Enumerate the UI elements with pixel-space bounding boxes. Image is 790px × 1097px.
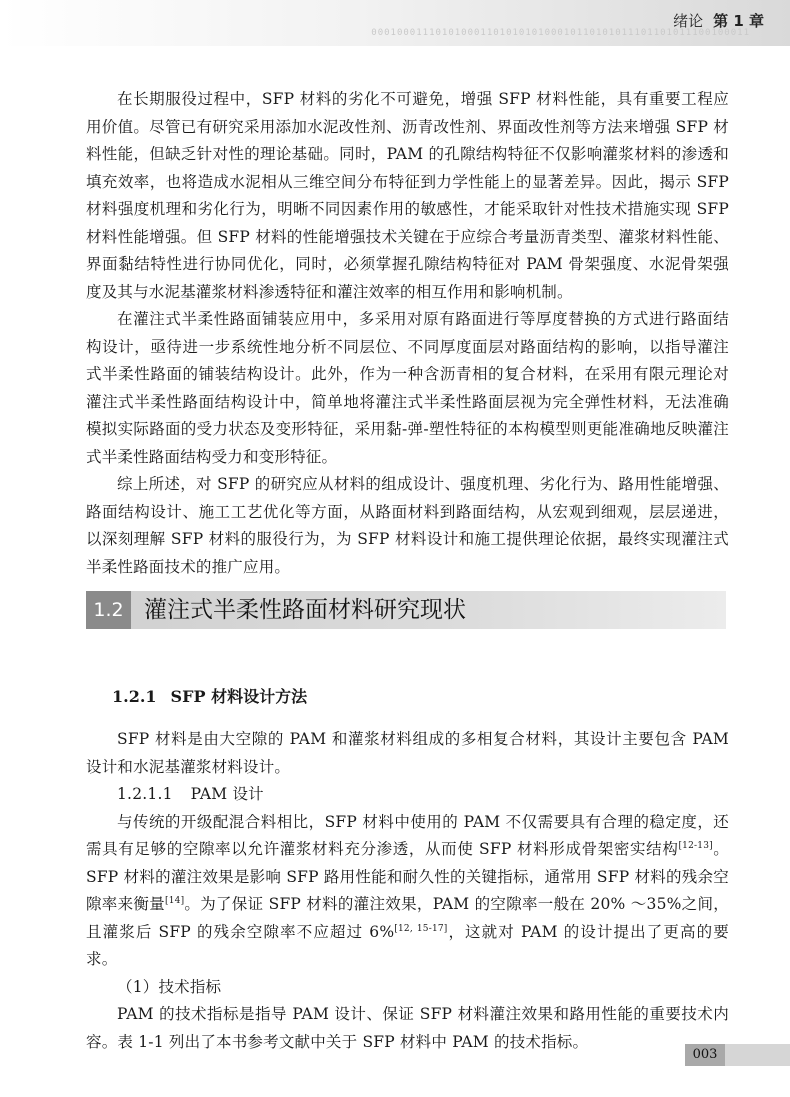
- subsubsection-title: PAM 设计: [190, 785, 264, 803]
- final-paragraph: PAM 的技术指标是指导 PAM 设计、保证 SFP 材料灌注效果和路用性能的重要技术内容。表 1-1 列出了本书参考文献中关于 SFP 材料中 PAM 的技术指标。: [86, 1005, 729, 1051]
- section-heading-bar: [86, 591, 726, 629]
- intro-text-block: [86, 86, 729, 581]
- citation-12-13: [12-13]: [678, 840, 713, 851]
- header-section-name: 绪论: [673, 12, 704, 30]
- citation-14: [14]: [165, 895, 185, 906]
- pam-text-3: 。为了保证 SFP 材料的灌注效果，PAM 的空隙率一般在 20% ～35%之间，且灌浆后 SFP 的残余空隙率不应超过 6%: [86, 895, 729, 941]
- pam-text-4: ，这就对 PAM 的设计提出了更高的要求。: [86, 922, 729, 968]
- subsection-text-block: [86, 726, 729, 1056]
- paragraph-2: 在灌注式半柔性路面铺装应用中，多采用对原有路面进行等厚度替换的方式进行路面结构设计，亟待进一步系统性地分析不同层位、不同厚度面层对路面结构的影响，以指导灌注式半柔性路面的铺装结构设计。此外，作为一种含沥青相的复合材料，在采用有限元理论对灌注式半柔性路面结构设计中，简单地将灌注式半柔性路面层视为完全弹性材料，无法准确模拟实际路面的受力状态及变形特征，采用黏-弹-塑性特征的本构模型则更能准确地反映灌注式半柔性路面结构受力和变形特征。: [86, 310, 729, 466]
- page-number-bar: [725, 1044, 790, 1066]
- subsection-title: SFP 材料设计方法: [170, 687, 308, 706]
- pam-text-2: 。SFP 材料的灌注效果是影响 SFP 路用性能和耐久性的关键指标，通常用 SFP 材料的残余空隙率来衡量: [86, 840, 729, 913]
- header-binary-decoration: 00010001110101000110101010100010110101011101101011100100011: [371, 28, 750, 38]
- subsection-heading: [112, 684, 307, 707]
- subsubsection-number: 1.2.1.1: [117, 785, 173, 803]
- subsection-intro: SFP 材料是由大空隙的 PAM 和灌浆材料组成的多相复合材料，其设计主要包含 PAM 设计和水泥基灌浆材料设计。: [86, 730, 729, 776]
- paragraph-1: 在长期服役过程中，SFP 材料的劣化不可避免，增强 SFP 材料性能，具有重要工程应用价值。尽管已有研究采用添加水泥改性剂、沥青改性剂、界面改性剂等方法来增强 SFP 材料性能，但缺乏针对性的理论基础。同时，PAM 的孔隙结构特征不仅影响灌浆材料的渗透和填充效率，也将造成水泥相从三维空间分布特征到力学性能上的显著差异。因此，揭示 SFP 材料强度机理和劣化行为，明晰不同因素作用的敏感性，才能采取针对性技术措施实现 SFP 材料性能增强。但 SFP 材料的性能增强技术关键在于应综合考量沥青类型、灌浆材料性能、界面黏结特性进行协同优化，同时，必须掌握孔隙结构特征对 PAM 骨架强度、水泥骨架强度及其与水泥基灌浆材料渗透特征和灌注效率的相互作用和影响机制。: [86, 90, 729, 301]
- section-title: 灌注式半柔性路面材料研究现状: [144, 597, 466, 623]
- header-chapter: 第 1 章: [713, 12, 764, 30]
- section-number: 1.2: [86, 591, 131, 629]
- paragraph-3: 综上所述，对 SFP 的研究应从材料的组成设计、强度机理、劣化行为、路用性能增强、路面结构设计、施工工艺优化等方面，从路面材料到路面结构，从宏观到细观，层层递进，以深刻理解 SFP 材料的服役行为，为 SFP 材料设计和施工提供理论依据，最终实现灌注式半柔性路面技术的推广应用。: [86, 475, 729, 576]
- page-number: 003: [685, 1044, 725, 1066]
- citation-12-15-17: [12, 15-17]: [394, 923, 448, 934]
- subsection-number: 1.2.1: [112, 687, 157, 706]
- item-heading: （1）技术指标: [117, 977, 222, 996]
- running-header: [0, 0, 790, 46]
- header-title: [673, 10, 764, 31]
- pam-design-paragraph: [86, 809, 729, 974]
- subsubsection-heading: [86, 781, 729, 809]
- pam-text-1: 与传统的开级配混合料相比，SFP 材料中使用的 PAM 不仅需要具有合理的稳定度，还需具有足够的空隙率以允许灌浆材料充分渗透，从而使 SFP 材料形成骨架密实结构: [86, 812, 729, 858]
